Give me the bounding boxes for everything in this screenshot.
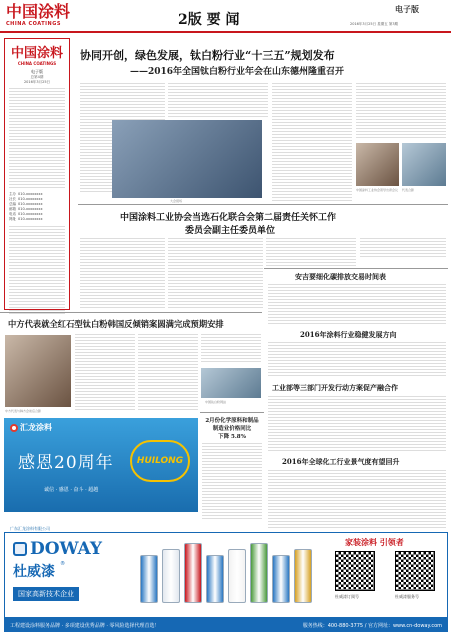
section-divider-2: [0, 312, 262, 313]
doway-logo-icon: [13, 542, 27, 556]
masthead: [0, 0, 451, 34]
lead-photo-caption: 大会现场: [170, 199, 183, 203]
sidebar-footer-text: [9, 226, 65, 316]
sidebar-masthead-text: [9, 88, 65, 188]
huilong-tag: 诚信 · 感恩 · 奋斗 · 超越: [44, 487, 99, 493]
sidebar-phone-value: 010-xxxxxxxx: [18, 212, 43, 216]
sidebar-phone-label: 电话: [9, 212, 16, 216]
doway-paint-can: [250, 543, 268, 603]
lead-col2-text: [168, 83, 268, 118]
third-col1: [75, 334, 135, 412]
sidebar-date: 2016年3月25日: [23, 80, 51, 84]
sidebar-phone-label: 邮箱: [9, 207, 16, 211]
lead-col3-text: [272, 83, 352, 201]
lead-col4-text: [356, 83, 446, 138]
doway-ad: [4, 532, 448, 618]
sidebar-phone-label: 社长: [9, 197, 16, 201]
doway-paint-can: [206, 555, 224, 603]
second-col4: [360, 238, 446, 258]
masthead-logo: [6, 3, 76, 31]
sidebar-issue: 电子版: [31, 69, 43, 74]
side1-title: 安吉要细化碳排放交易时间表: [295, 272, 386, 281]
doway-paint-can: [228, 549, 246, 603]
sidebar: [4, 38, 70, 310]
doway-logo-row: [13, 539, 133, 559]
doway-hotline: 服务热线：400-880-3775 / 官方网址：www.cn-doway.com: [302, 622, 442, 629]
side-photo-website: [201, 368, 261, 398]
sidebar-logo-en: CHINA COATINGS: [17, 61, 57, 66]
side1-text: [268, 284, 446, 324]
doway-qr1: [335, 551, 375, 591]
third-title: 中方代表就全红石型钛白粉韩国反倾销案圆满完成预期安排: [8, 319, 224, 329]
doway-sub: 国家高新技术企业: [13, 587, 79, 601]
small-title-line1: 2月份化学原料和制品: [205, 418, 259, 424]
huilong-footer: [4, 512, 198, 531]
sidebar-issue-no: 总第4期: [30, 75, 44, 79]
masthead-rule: [0, 31, 451, 33]
doway-paint-can: [272, 555, 290, 603]
date-line: 2016年3月25日 星期五 第3期: [350, 22, 399, 26]
doway-paint-can: [294, 549, 312, 603]
lead-photo-main: [112, 120, 262, 198]
doway-brand-cn: 杜威漆: [13, 564, 55, 580]
edition-label: 电子版: [395, 5, 419, 14]
third-col3: [201, 334, 261, 364]
huilong-en: HUILONG: [136, 456, 184, 466]
small-article: [200, 412, 264, 522]
doway-qr2: [395, 551, 435, 591]
lead-photo-group: [402, 143, 446, 186]
second-col1: [80, 238, 165, 308]
doway-slogan: 家装涂料 引领者: [345, 537, 404, 547]
doway-reg: ®: [60, 561, 66, 567]
lead-subtitle: ——2016年全国钛白粉行业年会在山东德州隆重召开: [130, 67, 345, 77]
masthead-logo-cn: 中国涂料: [6, 2, 71, 21]
small-title-line3: 下降 5.8%: [218, 434, 246, 440]
third-caption: 中方代表与韩方会谈后合影: [5, 409, 42, 413]
sidebar-phone-value: 010-xxxxxxxx: [18, 207, 43, 211]
doway-brand-en: DOWAY: [30, 539, 103, 559]
sidebar-logo-cn: 中国涂料: [10, 46, 63, 61]
page-label: 2版 要 闻: [178, 12, 240, 28]
masthead-logo-en: CHINA COATINGS: [6, 21, 61, 27]
sidebar-phone-list: [9, 192, 65, 222]
huilong-logo-icon: [10, 424, 18, 432]
huilong-brand-name: 汇龙涂料: [20, 423, 52, 432]
huilong-badge: [130, 440, 190, 482]
section-divider-1: [78, 204, 448, 205]
side-photo-caption: 中国钛白粉网站: [205, 400, 227, 404]
huilong-footer-text: 广东汇龙涂料有限公司: [10, 526, 50, 531]
sidebar-phone-value: 010-xxxxxxxx: [18, 217, 43, 221]
doway-brand-cn-row: [13, 561, 133, 581]
second-col2: [168, 238, 263, 308]
small-title-line2: 制造业价格同比: [212, 426, 252, 432]
second-title-line2: 委员会副主任委员单位: [185, 226, 276, 236]
lead-photo-leader: [356, 143, 399, 186]
doway-paint-can: [140, 555, 158, 603]
sidebar-phone-label: 网址: [9, 217, 16, 221]
third-col2: [138, 334, 198, 412]
side4-title: 2016年全球化工行业景气度有望回升: [282, 457, 400, 466]
doway-product-row: [140, 537, 320, 603]
sidebar-phone-value: 010-xxxxxxxx: [18, 192, 43, 196]
side2-text: [268, 342, 446, 377]
huilong-big: 感恩20周年: [18, 453, 114, 473]
doway-qr1-label: 杜威漆订阅号: [335, 594, 359, 599]
doway-footer-bar: [4, 618, 448, 632]
side3-text: [268, 396, 446, 451]
doway-footer-text: 工程建设涂料服务品牌 · 多项建设优秀品牌 · 零风险选择代理首选！: [10, 622, 160, 629]
lead-caption-1: 中国涂料工业协会领导出席会议: [356, 188, 399, 192]
small-text: [202, 443, 262, 521]
sidebar-phone-label: 主办: [9, 192, 16, 196]
side3-title: 工业部等三部门开发行动方案促产融合作: [272, 383, 398, 392]
sidebar-phone-value: 010-xxxxxxxx: [18, 197, 43, 201]
lead-caption-2: 代表合影: [402, 188, 415, 192]
sidebar-phone-value: 010-xxxxxxxx: [18, 202, 43, 206]
side2-title: 2016年涂料行业稳健发展方向: [300, 330, 397, 339]
sidebar-phone-row: [9, 217, 65, 222]
doway-brand-block: [13, 539, 133, 613]
side4-text: [268, 470, 446, 530]
sidebar-phone-label: 总编: [9, 202, 16, 206]
doway-qr2-label: 杜威漆服务号: [395, 594, 419, 599]
doway-paint-can: [184, 543, 202, 603]
second-col3: [266, 238, 356, 268]
huilong-brand: [10, 422, 52, 433]
side-divider: [264, 268, 448, 269]
third-photo: [5, 335, 71, 407]
lead-title: 协同开创，绿色发展，钛白粉行业“十三五”规划发布: [80, 49, 335, 62]
second-title-line1: 中国涂料工业协会当选石化联合会第二届责任关怀工作: [120, 213, 337, 223]
huilong-ad: [4, 418, 198, 531]
doway-paint-can: [162, 549, 180, 603]
